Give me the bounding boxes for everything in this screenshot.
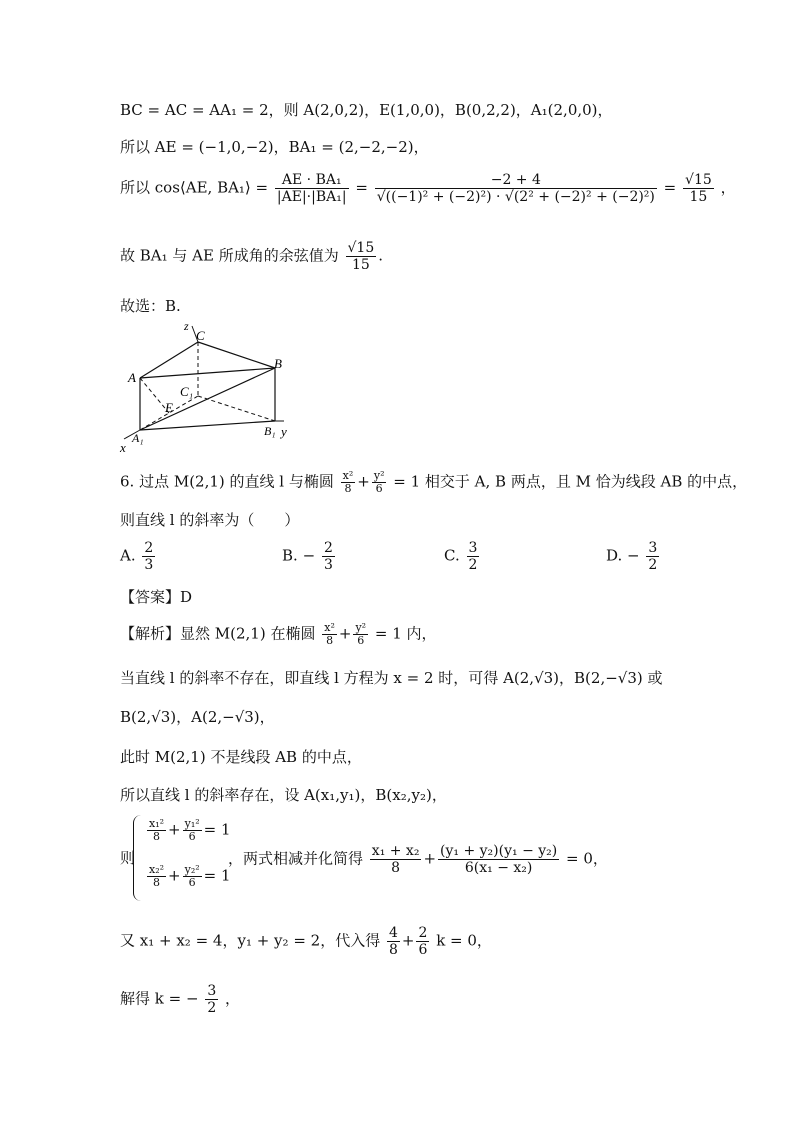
option-b-fraction (322, 540, 335, 573)
eq2-y-num: y₂² (184, 863, 200, 876)
conclusion-fraction (346, 240, 377, 273)
cosine-prefix: 所以 cos⟨AE, BA₁⟩ = (120, 178, 269, 197)
option-c-num: 3 (468, 540, 478, 556)
label-x: x (120, 440, 126, 455)
cosine-fraction-3-num: √15 (685, 172, 712, 188)
option-b-letter: B. (282, 546, 298, 565)
analysis-y-den: 6 (357, 634, 365, 647)
system-derivation: ，两式相减并化简得 $\frac{\text{x₁ + x₂}}{8}$ + $\frac{\text{(y₁ + y₂)(y₁ − y₂)}}{\text{6(x₁ − x₂)}}$ = 0， (228, 843, 608, 876)
derivation-f2-den: 6(x₁ − x₂) (464, 860, 533, 876)
analysis-x-den: 8 (326, 634, 334, 647)
option-b[interactable] (282, 540, 337, 573)
edge-C1-B1 (198, 396, 275, 421)
edge-A-B (140, 368, 275, 378)
eq1-y-term (183, 818, 202, 843)
solution-line-vectors: 所以 AE = (−1,0,−2)，BA₁ = (2,−2,−2)， (120, 138, 429, 156)
step7-text-b: ， (225, 989, 241, 1008)
segment-A1-B (140, 368, 275, 430)
label-E: E (165, 400, 173, 415)
analysis-text-a: 【解析】显然 M(2,1) 在椭圆 (120, 624, 316, 643)
ellipse-x-num: x² (342, 469, 354, 482)
option-b-den: 3 (323, 557, 333, 573)
solution-step-7 (120, 983, 240, 1016)
analysis-text-b: = 1 内， (374, 624, 437, 643)
label-B: B (274, 356, 282, 371)
comma: ， (720, 178, 736, 197)
solution-step-6: 又 x₁ + x₂ = 4，y₁ + y₂ = 2，代入得 $\frac{4}{8}$ + $\frac{2}{6}$ k = 0， (120, 925, 492, 958)
eq2-y-term (183, 864, 202, 889)
eq2-x-term (147, 864, 166, 889)
analysis-ellipse-y (353, 622, 368, 647)
question-6-text-a: 6. 过点 M(2,1) 的直线 l 与椭圆 (120, 472, 334, 491)
option-d-den: 2 (648, 557, 658, 573)
option-d-sign: − (627, 546, 640, 565)
eq2-rhs: = 1 (203, 866, 231, 885)
step6-fraction-2 (416, 925, 429, 958)
step6-fraction-1 (387, 925, 400, 958)
ellipse-y-den: 6 (375, 482, 383, 495)
option-b-num: 2 (323, 540, 333, 556)
cosine-fraction-1-num: AE · BA₁ (275, 172, 349, 189)
eq1-x-den: 8 (153, 830, 161, 843)
edge-A-C (140, 342, 198, 378)
solution-step-4: 所以直线 l 的斜率存在，设 A(x₁,y₁)，B(x₂,y₂)， (120, 786, 447, 804)
step6-text-a: 又 x₁ + x₂ = 4，y₁ + y₂ = 2，代入得 (120, 931, 381, 950)
ellipse-y-num: y² (373, 469, 385, 482)
option-a-num: 2 (144, 540, 154, 556)
step6-f2-num: 2 (418, 925, 428, 941)
derivation-f2-num: (y₁ + y₂)(y₁ − y₂) (440, 843, 558, 859)
analysis-x-num: x² (324, 621, 335, 634)
analysis-ellipse-x (322, 622, 337, 647)
step7-den: 2 (207, 1000, 217, 1016)
label-C: C (196, 328, 205, 343)
ellipse-term-x (341, 470, 356, 495)
option-a-fraction (142, 540, 155, 573)
option-a-letter: A. (120, 546, 136, 565)
solution-choice: 故选：B. (120, 297, 181, 315)
eq1-x-num: x₁² (149, 817, 165, 830)
derivation-f1-den: 8 (391, 860, 401, 876)
conclusion-prefix: 故 BA₁ 与 AE 所成角的余弦值为 (120, 246, 339, 265)
eq1-y-num: y₁² (184, 817, 200, 830)
step6-f1-num: 4 (388, 925, 398, 941)
eq1-x-term (147, 818, 166, 843)
eq1-rhs: = 1 (203, 820, 231, 839)
label-C1: C₁ (180, 384, 194, 399)
eq1-y-den: 6 (188, 830, 196, 843)
edge-C-B (198, 342, 275, 368)
label-y: y (281, 424, 287, 439)
option-d-letter: D. (606, 546, 623, 565)
solution-step-3: 此时 M(2,1) 不是线段 AB 的中点， (120, 748, 362, 766)
cosine-fraction-2-num: −2 + 4 (375, 172, 657, 189)
question-6-stem: 6. 过点 M(2,1) 的直线 l 与椭圆 $\frac{\text{x²}}{8}$ + $\frac{\text{y²}}{6}$ = 1 相交于 A, B 两点，且 M 恰为线段 AB 的中点， (120, 469, 748, 495)
label-A: A (128, 370, 136, 385)
option-c-letter: C. (444, 546, 460, 565)
solution-step-2: B(2,√3)，A(2,−√3)， (120, 708, 275, 726)
step7-num: 3 (207, 983, 217, 999)
prism-figure (110, 318, 310, 458)
step6-f1-den: 8 (388, 942, 398, 958)
step7-fraction (205, 983, 218, 1016)
option-a-den: 3 (144, 557, 154, 573)
option-c[interactable] (444, 540, 481, 573)
derivation-f1-num: x₁ + x₂ (371, 843, 420, 859)
system-label: 则 (120, 849, 136, 867)
option-d-num: 3 (648, 540, 658, 556)
edge-A1-B1 (140, 421, 275, 430)
step6-f2-den: 6 (418, 942, 428, 958)
analysis-line: 【解析】显然 M(2,1) 在椭圆 $\frac{\text{x²}}{8}$ + $\frac{\text{y²}}{6}$ = 1 内， (120, 621, 437, 647)
solution-step-1: 当直线 l 的斜率不存在，即直线 l 方程为 x = 2 时，可得 A(2,√3)，B(2,−√3) 或 (120, 669, 663, 687)
derivation-fraction-2 (438, 843, 559, 876)
solution-line-coordinates: BC = AC = AA₁ = 2，则 A(2,0,2)，E(1,0,0)，B(0,2,2)，A₁(2,0,0)， (120, 101, 613, 119)
solution-line-cosine (120, 172, 736, 205)
derivation-tail: = 0， (566, 849, 608, 868)
label-B1: B₁ (264, 424, 276, 438)
step7-text-a: 解得 k = − (120, 989, 199, 1008)
system-eq-2: $\frac{\text{x₂²}}{8}$ + $\frac{\text{y₂²}}{6}$ = 1 (149, 863, 231, 889)
eq2-y-den: 6 (188, 876, 196, 889)
cosine-fraction-1 (275, 172, 349, 205)
cosine-fraction-2-den: √((−1)² + (−2)²) · √(2² + (−2)² + (−2)²) (376, 189, 655, 205)
equals-sign: = (663, 178, 677, 197)
conclusion-fraction-den: 15 (351, 257, 370, 273)
derivation-text: ，两式相减并化简得 (228, 849, 364, 868)
label-A1: A₁ (132, 431, 144, 445)
step6-text-b: k = 0， (436, 931, 492, 950)
eq2-x-den: 8 (153, 876, 161, 889)
derivation-fraction-1 (370, 843, 422, 876)
option-a[interactable] (120, 540, 157, 573)
answer-line: 【答案】D (120, 588, 193, 606)
solution-line-conclusion: 故 BA₁ 与 AE 所成角的余弦值为 $\frac{√15}{15}$ . (120, 240, 384, 273)
ellipse-x-den: 8 (344, 482, 352, 495)
label-z: z (184, 319, 189, 333)
conclusion-fraction-num: √15 (347, 240, 375, 256)
eq2-x-num: x₂² (149, 863, 165, 876)
question-6-prompt: 则直线 l 的斜率为（ ） (120, 511, 300, 529)
option-d[interactable] (606, 540, 661, 573)
system-eq-1: $\frac{\text{x₁²}}{8}$ + $\frac{\text{y₁²}}{6}$ = 1 (149, 817, 231, 843)
option-d-fraction (646, 540, 659, 573)
option-b-sign: − (302, 546, 316, 565)
analysis-y-num: y² (355, 621, 367, 634)
equals-sign: = (355, 178, 368, 197)
cosine-fraction-1-den: |AE|·|BA₁| (276, 189, 347, 205)
ellipse-term-y (372, 470, 387, 495)
option-c-fraction (467, 540, 480, 573)
system-brace (133, 815, 144, 901)
cosine-fraction-3-den: 15 (689, 189, 708, 205)
cosine-fraction-3 (683, 172, 714, 205)
question-6-text-b: = 1 相交于 A, B 两点，且 M 恰为线段 AB 的中点， (393, 472, 748, 491)
cosine-fraction-2 (375, 172, 657, 205)
option-c-den: 2 (468, 557, 478, 573)
